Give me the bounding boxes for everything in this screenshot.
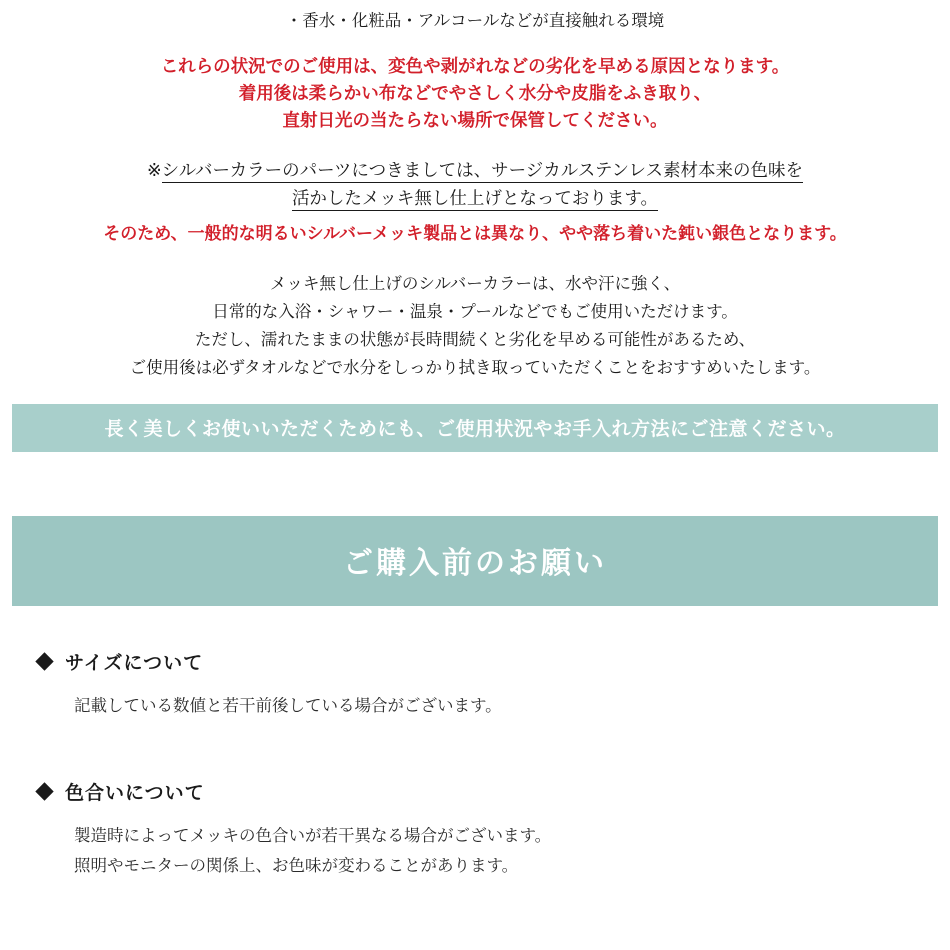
silver-note-line-2-text: 活かしたメッキ無し仕上げとなっております。 [291,188,659,209]
diamond-bullet-icon [35,782,53,800]
silver-note-line-1-text: シルバーカラーのパーツにつきましては、サージカルステンレス素材本来の色味を [161,160,804,181]
list-item [38,778,912,882]
warning-line-1: これらの状況でのご使用は、変色や剥がれなどの劣化を早める原因となります。 [160,56,790,77]
bullet-body-line: 製造時によってメッキの色合いが若干異なる場合がございます。 [74,825,552,845]
silver-note-line-1 [0,157,950,185]
plain-line-4: ご使用後は必ずタオルなどで水分をしっかり拭き取っていただくことをおすすめいたします。 [129,358,821,378]
bullet-body-size [38,691,912,722]
bullet-title-text: 色合いについて [65,781,205,804]
bullet-body-color [38,821,912,882]
bullet-title-color [38,778,912,805]
care-notes-block [0,0,950,452]
plain-line-1: メッキ無し仕上げのシルバーカラーは、水や汗に強く、 [269,273,681,293]
silver-care-paragraph [0,270,950,382]
section-header-before-purchase: ご購入前のお願い [12,516,938,606]
care-highlight-banner: 長く美しくお使いいただくためにも、ご使用状況やお手入れ方法にご注意ください。 [12,404,938,452]
environment-note: ・香水・化粧品・アルコールなどが直接触れる環境 [285,11,665,30]
silver-color-note [0,157,950,244]
warning-line-3: 直射日光の当たらない場所で保管してください。 [282,110,668,131]
bullet-body-line: 記載している数値と若干前後している場合がございます。 [74,696,502,716]
bullet-body-line: 照明やモニターの関係上、お色味が変わることがあります。 [74,856,519,876]
asterisk-mark: ※ [146,160,162,181]
silver-note-line-2 [0,185,950,213]
warning-line-2: 着用後は柔らかい布などでやさしく水分や皮脂をふき取り、 [238,83,712,104]
plain-line-2: 日常的な入浴・シャワー・温泉・プールなどでもご使用いただけます。 [212,301,738,321]
spacer [0,34,950,54]
plain-line-3: ただし、濡れたままの状態が長時間続くと劣化を早める可能性があるため、 [194,330,756,350]
diamond-bullet-icon [35,652,53,670]
before-purchase-list [0,648,950,882]
list-item [38,648,912,722]
bullet-title-text: サイズについて [65,652,204,675]
silver-note-red-line: そのため、一般的な明るいシルバーメッキ製品とは異なり、やや落ち着いた鈍い銀色となります。 [103,223,847,244]
bullet-title-size [38,648,912,675]
